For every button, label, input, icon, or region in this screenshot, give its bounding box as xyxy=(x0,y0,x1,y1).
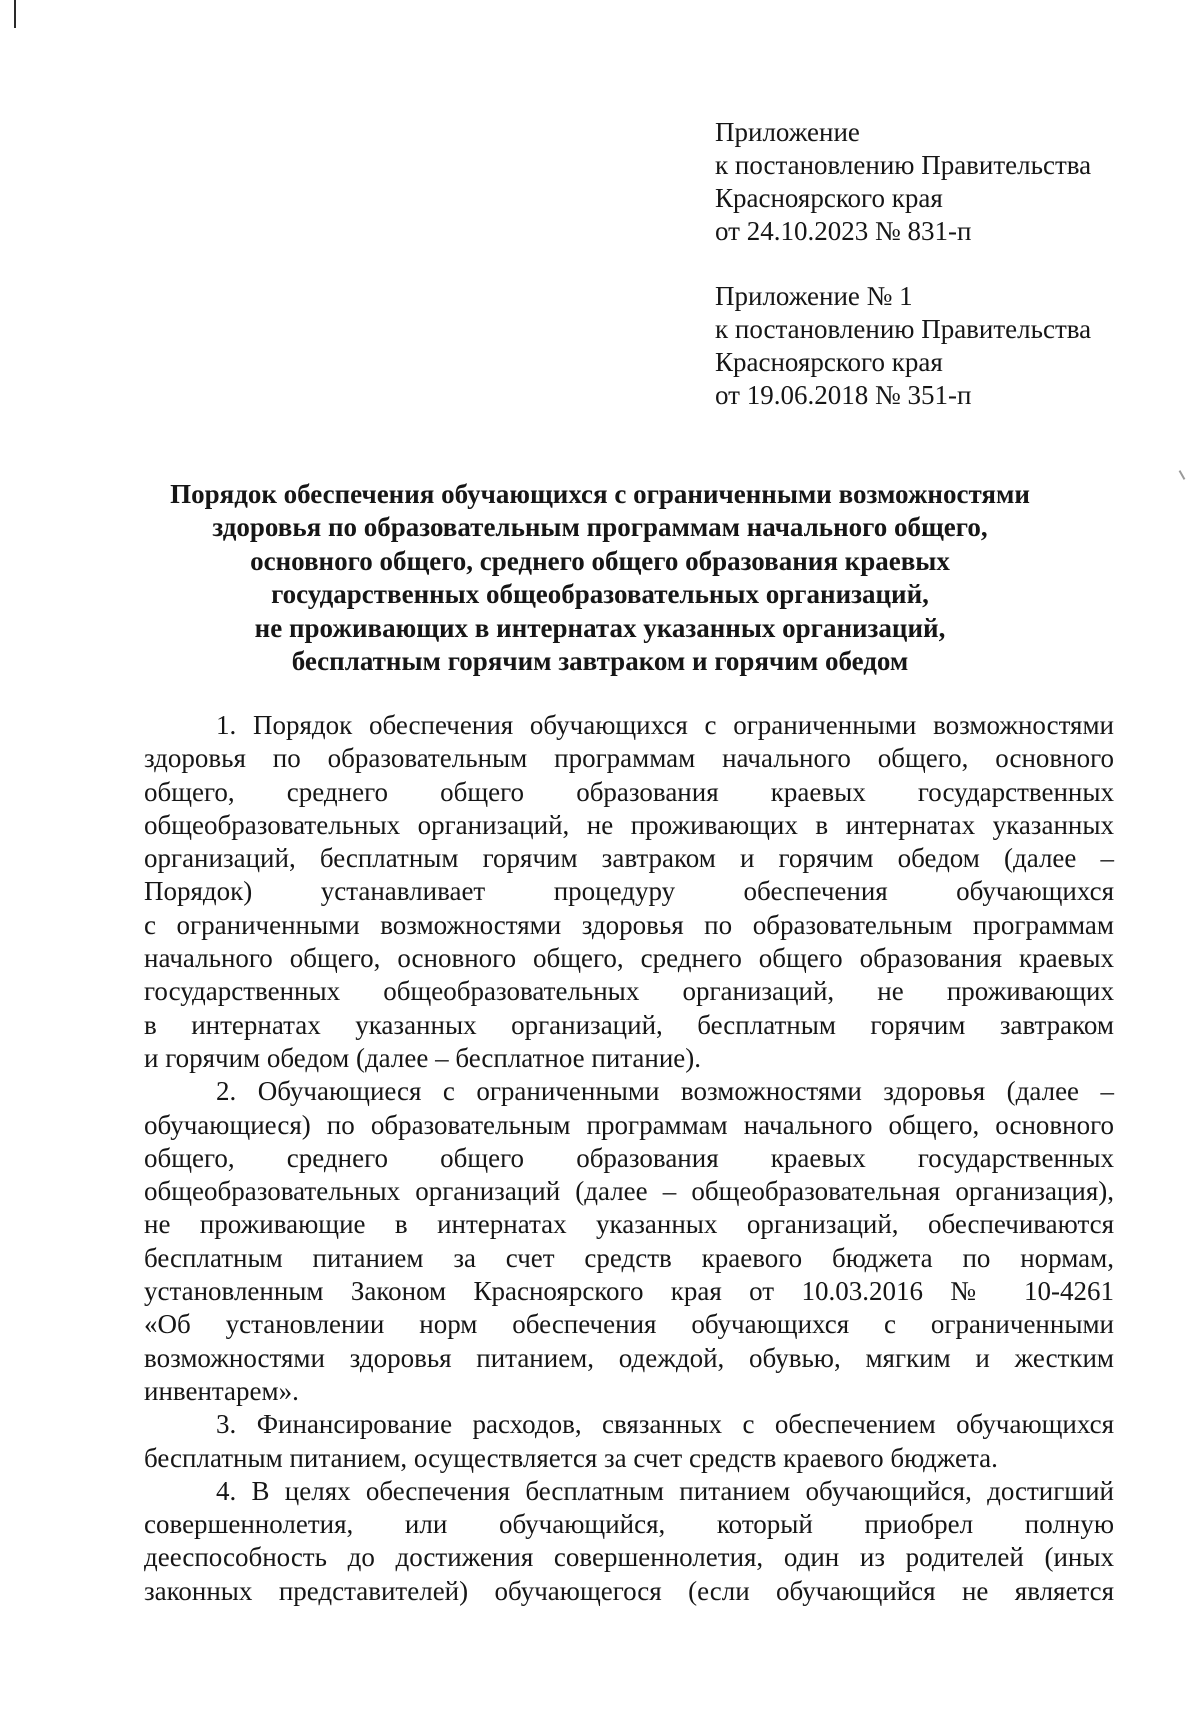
paragraph-line: бесплатным питанием за счет средств краевого бюджета по нормам, xyxy=(144,1242,1114,1273)
approval-line: от 19.06.2018 № 351-п xyxy=(715,380,972,410)
paragraph-line: бесплатным питанием, осуществляется за счет средств краевого бюджета. xyxy=(144,1442,998,1473)
title-line: государственных общеобразовательных организаций, xyxy=(271,579,929,610)
paragraph-line: установленным Законом Красноярского края от 10.03.2016 № 10-4261 xyxy=(144,1276,1114,1307)
paragraph-line: «Об установлении норм обеспечения обучающихся с ограниченными xyxy=(144,1309,1114,1340)
paragraph-line: организаций, бесплатным горячим завтраком и горячим обедом (далее – xyxy=(144,843,1114,874)
title-line: здоровья по образовательным программам начального общего, xyxy=(212,512,988,543)
approval-line: Приложение № 1 xyxy=(715,281,913,311)
paragraph-line: здоровья по образовательным программам начального общего, основного xyxy=(144,743,1114,774)
paragraph-line: обучающиеся) по образовательным программам начального общего, основного xyxy=(144,1109,1114,1140)
paragraph-2 xyxy=(144,1075,1114,1408)
scan-stray-mark xyxy=(1179,470,1186,480)
scan-edge-line xyxy=(14,0,16,28)
approval-line: Приложение xyxy=(715,117,860,147)
paragraph-line: 1. Порядок обеспечения обучающихся с ограниченными возможностями xyxy=(216,710,1114,740)
approval-line: к постановлению Правительства xyxy=(715,314,1092,344)
paragraph-line: государственных общеобразовательных организаций, не проживающих xyxy=(144,976,1114,1007)
paragraph-line: общего, среднего общего образования краевых государственных xyxy=(144,776,1114,807)
approval-block-original xyxy=(715,280,1165,412)
title-line: не проживающих в интернатах указанных организаций, xyxy=(254,612,946,643)
approval-line: от 24.10.2023 № 831-п xyxy=(715,216,972,246)
paragraph-line: общеобразовательных организаций, не проживающих в интернатах указанных xyxy=(144,809,1114,840)
document-title xyxy=(120,478,1080,678)
paragraph-line: в интернатах указанных организаций, бесплатным горячим завтраком xyxy=(144,1009,1114,1040)
approval-line: Красноярского края xyxy=(715,183,943,213)
document-body xyxy=(144,709,1114,1608)
paragraph-line: совершеннолетия, или обучающийся, который приобрел полную xyxy=(144,1509,1114,1540)
approval-block-current xyxy=(715,116,1165,248)
paragraph-line: инвентарем». xyxy=(144,1375,299,1406)
paragraph-line: 3. Финансирование расходов, связанных с обеспечением обучающихся xyxy=(216,1409,1114,1440)
paragraph-3 xyxy=(144,1408,1114,1475)
paragraph-line: Порядок) устанавливает процедуру обеспечения обучающихся xyxy=(144,876,1114,907)
paragraph-line: общеобразовательных организаций (далее – общеобразовательная организация), xyxy=(144,1176,1114,1207)
paragraph-4 xyxy=(144,1475,1114,1608)
paragraph-1 xyxy=(144,709,1114,1075)
paragraph-line: с ограниченными возможностями здоровья по образовательным программам xyxy=(144,909,1114,940)
approval-line: Красноярского края xyxy=(715,347,943,377)
paragraph-line: и горячим обедом (далее – бесплатное питание). xyxy=(144,1042,702,1073)
paragraph-line: начального общего, основного общего, среднего общего образования краевых xyxy=(144,943,1114,974)
paragraph-line: законных представителей) обучающегося (если обучающийся не является xyxy=(144,1575,1114,1606)
approval-line: к постановлению Правительства xyxy=(715,150,1092,180)
title-line: бесплатным горячим завтраком и горячим обедом xyxy=(291,646,909,677)
title-line: основного общего, среднего общего образования краевых xyxy=(250,545,950,576)
paragraph-line: дееспособность до достижения совершеннолетия, один из родителей (иных xyxy=(144,1542,1114,1573)
paragraph-line: возможностями здоровья питанием, одеждой, обувью, мягким и жестким xyxy=(144,1342,1114,1373)
paragraph-line: не проживающие в интернатах указанных организаций, обеспечиваются xyxy=(144,1209,1114,1240)
title-line: Порядок обеспечения обучающихся с ограниченными возможностями xyxy=(170,479,1030,509)
paragraph-line: 4. В целях обеспечения бесплатным питанием обучающийся, достигший xyxy=(216,1475,1114,1506)
paragraph-line: 2. Обучающиеся с ограниченными возможностями здоровья (далее – xyxy=(216,1076,1114,1107)
paragraph-line: общего, среднего общего образования краевых государственных xyxy=(144,1142,1114,1173)
